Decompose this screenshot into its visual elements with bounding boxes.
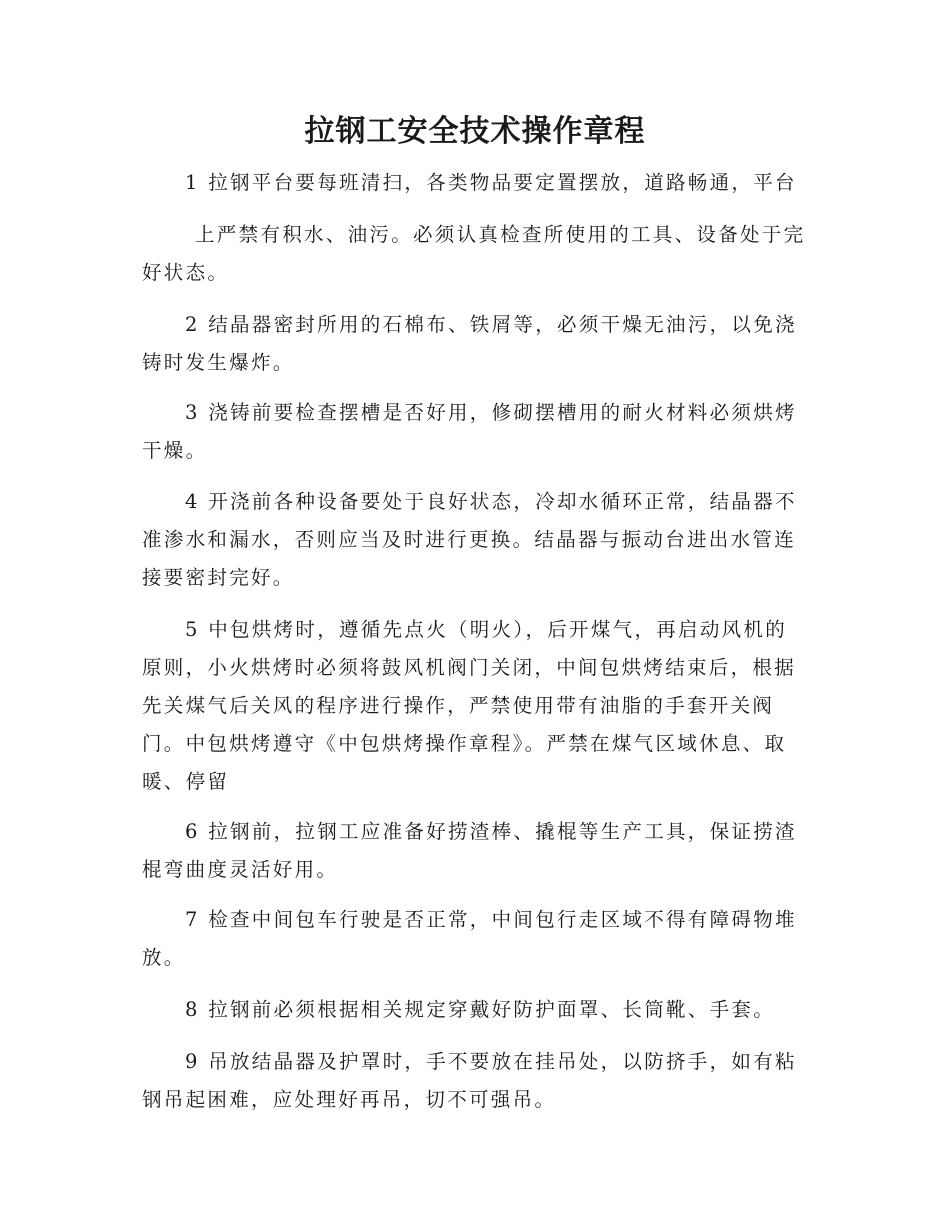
paragraph-line: 6 拉钢前，拉钢工应准备好捞渣棒、撬棍等生产工具，保证捞渣 [185, 820, 797, 843]
paragraph-line: 钢吊起困难，应处理好再吊，切不可强吊。 [142, 1088, 557, 1111]
paragraph-line: 准渗水和漏水，否则应当及时进行更换。结晶器与振动台进出水管连 [142, 528, 797, 551]
paragraph-2 [142, 306, 810, 382]
paragraph-line: 4 开浇前各种设备要处于良好状态，冷却水循环正常，结晶器不 [185, 490, 797, 513]
paragraph-line: 好状态。 [142, 261, 230, 284]
paragraph-1-continued [142, 216, 810, 292]
paragraph-3 [142, 394, 810, 470]
document-title: 拉钢工安全技术操作章程 [304, 114, 646, 149]
paragraph-line: 2 结晶器密封所用的石棉布、铁屑等，必须干燥无油污，以免浇 [185, 313, 797, 336]
paragraph-line: 3 浇铸前要检查摆槽是否好用，修砌摆槽用的耐火材料必须烘烤 [185, 401, 797, 424]
paragraph-line: 8 拉钢前必须根据相关规定穿戴好防护面罩、长筒靴、手套。 [185, 998, 776, 1021]
paragraph-line: 9 吊放结晶器及护罩时，手不要放在挂吊处，以防挤手，如有粘 [185, 1050, 797, 1073]
paragraph-line: 干燥。 [142, 439, 208, 462]
paragraph-6 [142, 813, 810, 889]
paragraph-line: 接要密封完好。 [142, 566, 295, 589]
paragraph-line: 1 拉钢平台要每班清扫，各类物品要定置摆放，道路畅通，平台 [185, 171, 797, 194]
paragraph-line: 放。 [142, 946, 186, 969]
paragraph-line: 5 中包烘烤时，遵循先点火（明火），后开煤气，再启动风机的 [185, 618, 788, 641]
paragraph-8 [142, 991, 810, 1029]
paragraph-4 [142, 483, 810, 597]
paragraph-line: 暖、停留 [142, 770, 230, 793]
paragraph-line: 门。中包烘烤遵守《中包烘烤操作章程》。严禁在煤气区域休息、取 [142, 732, 787, 755]
paragraph-line: 铸时发生爆炸。 [142, 351, 295, 374]
paragraph-9 [142, 1043, 810, 1119]
paragraph-line: 先关煤气后关风的程序进行操作，严禁使用带有油脂的手套开关阀 [142, 694, 775, 717]
paragraph-5 [142, 611, 810, 801]
paragraph-1 [142, 164, 810, 202]
paragraph-line: 原则，小火烘烤时必须将鼓风机阀门关闭，中间包烘烤结束后，根据 [142, 656, 797, 679]
paragraph-line: 上严禁有积水、油污。必须认真检查所使用的工具、设备处于完 [195, 223, 806, 246]
paragraph-line: 棍弯曲度灵活好用。 [142, 858, 339, 881]
paragraph-line: 7 检查中间包车行驶是否正常，中间包行走区域不得有障碍物堆 [185, 908, 797, 931]
paragraph-7 [142, 901, 810, 977]
